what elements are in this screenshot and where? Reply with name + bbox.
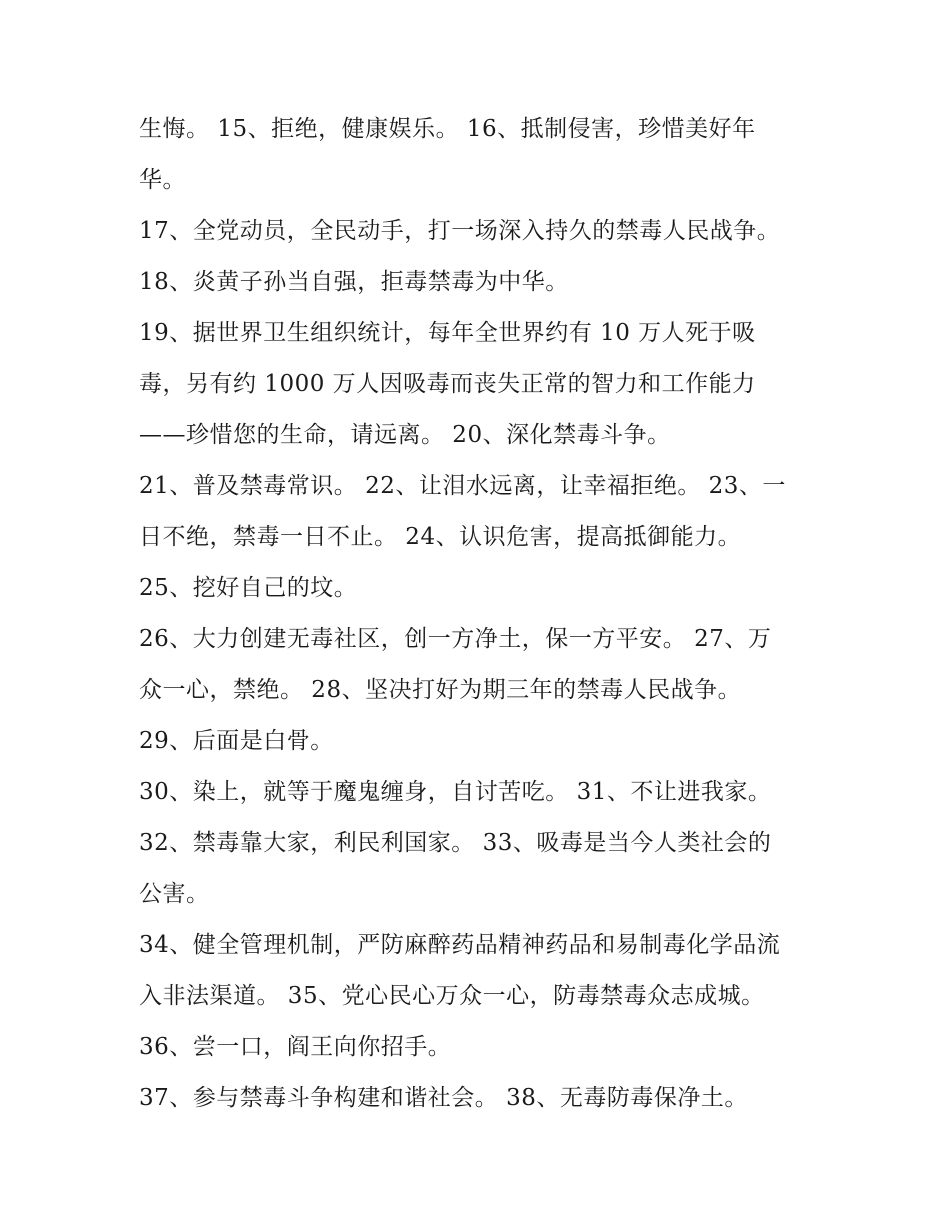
text-line: ——珍惜您的生命，请远离。 20、深化禁毒斗争。 bbox=[139, 422, 671, 448]
text-line: 19、据世界卫生组织统计，每年全世界约有 10 万人死于吸 bbox=[139, 320, 756, 346]
text-line: 25、挖好自己的坟。 bbox=[139, 575, 358, 601]
text-line: 29、后面是白骨。 bbox=[139, 728, 334, 754]
slogan-text-block bbox=[139, 104, 819, 1124]
text-line: 17、全党动员，全民动手，打一场深入持久的禁毒人民战争。 bbox=[139, 218, 781, 244]
text-line: 日不绝，禁毒一日不止。 24、认识危害，提高抵御能力。 bbox=[139, 524, 742, 550]
text-line: 34、健全管理机制，严防麻醉药品精神药品和易制毒化学品流 bbox=[139, 932, 781, 958]
text-line: 毒，另有约 1000 万人因吸毒而丧失正常的智力和工作能力 bbox=[139, 371, 756, 397]
text-line: 18、炎黄子孙当自强，拒毒禁毒为中华。 bbox=[139, 269, 569, 295]
text-line: 21、普及禁毒常识。 22、让泪水远离，让幸福拒绝。 23、一 bbox=[139, 473, 786, 499]
text-line: 32、禁毒靠大家，利民利国家。 33、吸毒是当今人类社会的 bbox=[139, 830, 772, 856]
text-line: 公害。 bbox=[139, 881, 210, 907]
text-line: 华。 bbox=[139, 167, 186, 193]
text-line: 37、参与禁毒斗争构建和谐社会。 38、无毒防毒保净土。 bbox=[139, 1085, 748, 1111]
text-line: 入非法渠道。 35、党心民心万众一心，防毒禁毒众志成城。 bbox=[139, 983, 765, 1009]
text-line: 生悔。 15、拒绝，健康娱乐。 16、抵制侵害，珍惜美好年 bbox=[139, 116, 756, 142]
text-line: 36、尝一口，阎王向你招手。 bbox=[139, 1034, 452, 1060]
text-line: 众一心，禁绝。 28、坚决打好为期三年的禁毒人民战争。 bbox=[139, 677, 742, 703]
text-line: 30、染上，就等于魔鬼缠身，自讨苦吃。 31、不让进我家。 bbox=[139, 779, 772, 805]
text-line: 26、大力创建无毒社区，创一方净土，保一方平安。 27、万 bbox=[139, 626, 772, 652]
